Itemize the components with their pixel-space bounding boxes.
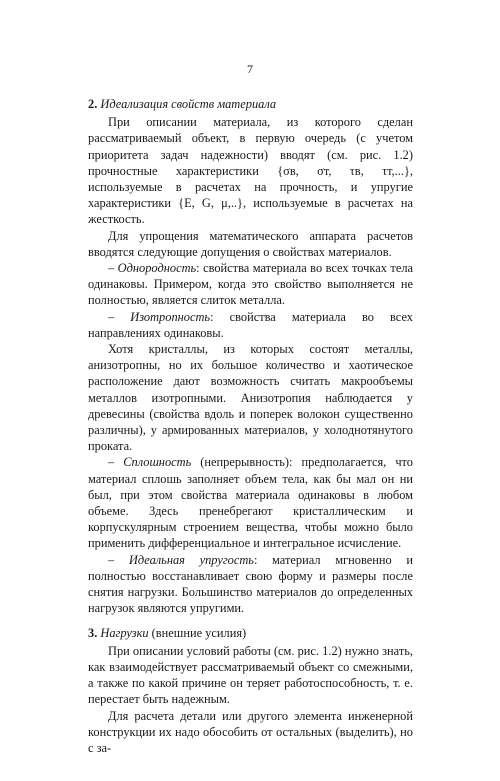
term-continuity: Сплошность [123,455,192,470]
section-2-title: Идеализация свойств материала [100,97,277,111]
term-homogeneity: Однородность [117,261,197,276]
section-3-title-paren: (внешние усилия) [148,625,247,640]
paragraph-anisotropy: Хотя кристаллы, из которых состоят металлы, анизотропны, но их большое количество и хаотическое расположение дают возможность считать макрообъемы металлов изотропными. Анизотропия наблюдается у древесины (свойства вдоль и поперек волокон существенно различны), у армированных материалов, у холоднотянутого проката. [88,342,413,454]
term-isotropy: Изотропность [130,309,211,324]
definition-homogeneity: : свойства материала во всех точках тела одинаковы. Примером, когда это свойство выполняется не полностью, является слиток металла. [88,261,413,308]
list-item-elasticity [88,552,413,617]
paragraph: Для расчета детали или другого элемента инженерной конструкции их надо обособить от остальных (выделить), но с за- [88,708,413,755]
definition-continuity: (непрерывность): предполагается, что материал сплошь заполняет объем тела, как бы мал он ни был, при этом свойства материала одинаковы в любом объеме. Здесь пренебрегают кристаллическим и корпускулярным строением вещества, чтобы можно было применить дифференциальное и интегральное исчисление. [88,455,413,551]
list-item-homogeneity [88,260,413,309]
list-item-isotropy [88,309,413,341]
section-2-heading [88,96,413,112]
definition-elasticity: : материал мгновенно и полностью восстанавливает свою форму и размеры после снятия нагрузки. Большинство материалов до определенных нагрузок являются упругими. [88,552,413,616]
page-number: 7 [247,62,253,76]
section-3-heading [88,625,413,641]
list-item-continuity [88,454,413,551]
dash: – [108,309,131,324]
term-elasticity: Идеальная упругость [128,552,254,567]
dash: – [108,552,129,567]
section-2-number: 2. [88,97,98,111]
section-3-number: 3. [88,625,98,640]
section-3-title: Нагрузки [100,625,149,640]
definition-isotropy: : свойства материала во всех направлениях одинаковы. [88,309,413,340]
page-content [88,96,413,756]
dash: – [108,261,118,276]
paragraph: При описании материала, из которого сделан рассматриваемый объект, в первую очередь (с учетом приоритета задач надежности) вводят (см. рис. 1.2) прочностные характеристики {σв, σт, τв, τт,...}, используемые в расчетах на прочность, и упругие характеристики {E, G, μ,..}, используемые в расчетах на жесткость. [88,115,413,227]
paragraph: При описании условий работы (см. рис. 1.2) нужно знать, как взаимодействует рассматриваемый объект со смежными, а также по какой причине он теряет работоспособность, т. е. перестает быть надежным. [88,643,413,707]
dash: – [108,455,124,470]
paragraph: Для упрощения математического аппарата расчетов вводятся следующие допущения о свойствах материалов. [88,228,413,259]
